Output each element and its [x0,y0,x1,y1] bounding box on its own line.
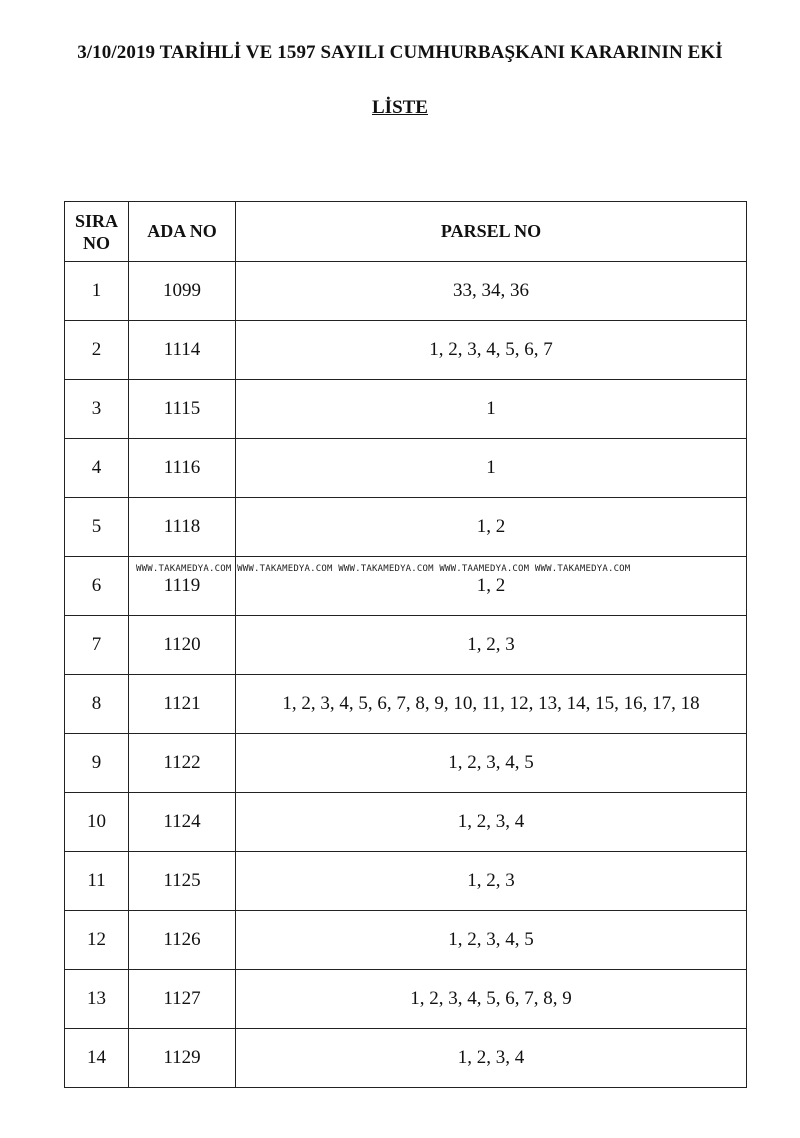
cell-sira-no: 1 [65,262,129,321]
cell-sira-no: 6 [65,557,129,616]
cell-ada-no: 1115 [129,380,236,439]
cell-sira-no: 13 [65,970,129,1029]
cell-sira-no: 10 [65,793,129,852]
cell-sira-no: 2 [65,321,129,380]
cell-parsel-no: 1 [236,439,747,498]
cell-parsel-no: 1, 2, 3, 4, 5 [236,734,747,793]
cell-sira-no: 5 [65,498,129,557]
table-row [65,911,747,970]
table-row [65,616,747,675]
column-header-sira-no [65,202,129,262]
table-row [65,380,747,439]
parcel-table [64,201,747,1088]
table-row [65,793,747,852]
table-row [65,262,747,321]
cell-sira-no: 7 [65,616,129,675]
cell-ada-no: 1116 [129,439,236,498]
cell-ada-no: 1127 [129,970,236,1029]
cell-parsel-no: 1, 2, 3, 4, 5 [236,911,747,970]
cell-ada-no: 1120 [129,616,236,675]
cell-parsel-no: 1, 2, 3 [236,852,747,911]
table-row [65,321,747,380]
table-row [65,734,747,793]
cell-ada-no: 1129 [129,1029,236,1088]
cell-parsel-no: 1, 2, 3, 4, 5, 6, 7 [236,321,747,380]
cell-ada-no: 1121 [129,675,236,734]
column-header-parsel-no: PARSEL NO [236,202,747,262]
table-row [65,675,747,734]
cell-sira-no: 14 [65,1029,129,1088]
cell-ada-no: 1114 [129,321,236,380]
table-row [65,498,747,557]
cell-parsel-no: 1, 2, 3, 4, 5, 6, 7, 8, 9 [236,970,747,1029]
table-row [65,852,747,911]
cell-sira-no: 4 [65,439,129,498]
cell-ada-no: 1126 [129,911,236,970]
cell-sira-no: 11 [65,852,129,911]
cell-parsel-no: 1, 2, 3, 4, 5, 6, 7, 8, 9, 10, 11, 12, 13, 14, 15, 16, 17, 18 [236,675,747,734]
cell-sira-no: 8 [65,675,129,734]
cell-parsel-no: 1, 2, 3, 4 [236,1029,747,1088]
cell-sira-no: 12 [65,911,129,970]
table-row [65,439,747,498]
cell-ada-no: 1099 [129,262,236,321]
cell-ada-no: 1124 [129,793,236,852]
cell-parsel-no: 33, 34, 36 [236,262,747,321]
table-row [65,970,747,1029]
cell-parsel-no: 1 [236,380,747,439]
parcel-table-container [64,201,746,1088]
document-subtitle: LİSTE [372,97,428,118]
cell-parsel-no: 1, 2, 3, 4 [236,793,747,852]
cell-ada-no: 1118 [129,498,236,557]
column-header-sira-line1: SIRA [74,210,118,231]
cell-ada-no: 1122 [129,734,236,793]
cell-sira-no: 3 [65,380,129,439]
watermark-text: WWW.TAKAMEDYA.COM WWW.TAKAMEDYA.COM WWW.TAKAMEDYA.COM WWW.TAAMEDYA.COM WWW.TAKAMEDYA.COM [136,564,631,574]
cell-sira-no: 9 [65,734,129,793]
table-header-row [65,202,747,262]
cell-parsel-no: 1, 2 [236,498,747,557]
cell-parsel-no: 1, 2 [236,557,747,616]
cell-ada-no: 1125 [129,852,236,911]
column-header-ada-no: ADA NO [129,202,236,262]
cell-parsel-no: 1, 2, 3 [236,616,747,675]
document-title: 3/10/2019 TARİHLİ VE 1597 SAYILI CUMHURBAŞKANI KARARININ EKİ [77,42,723,63]
cell-ada-no: 1119 [129,557,236,616]
table-row [65,1029,747,1088]
column-header-sira-line2: NO [83,232,110,253]
